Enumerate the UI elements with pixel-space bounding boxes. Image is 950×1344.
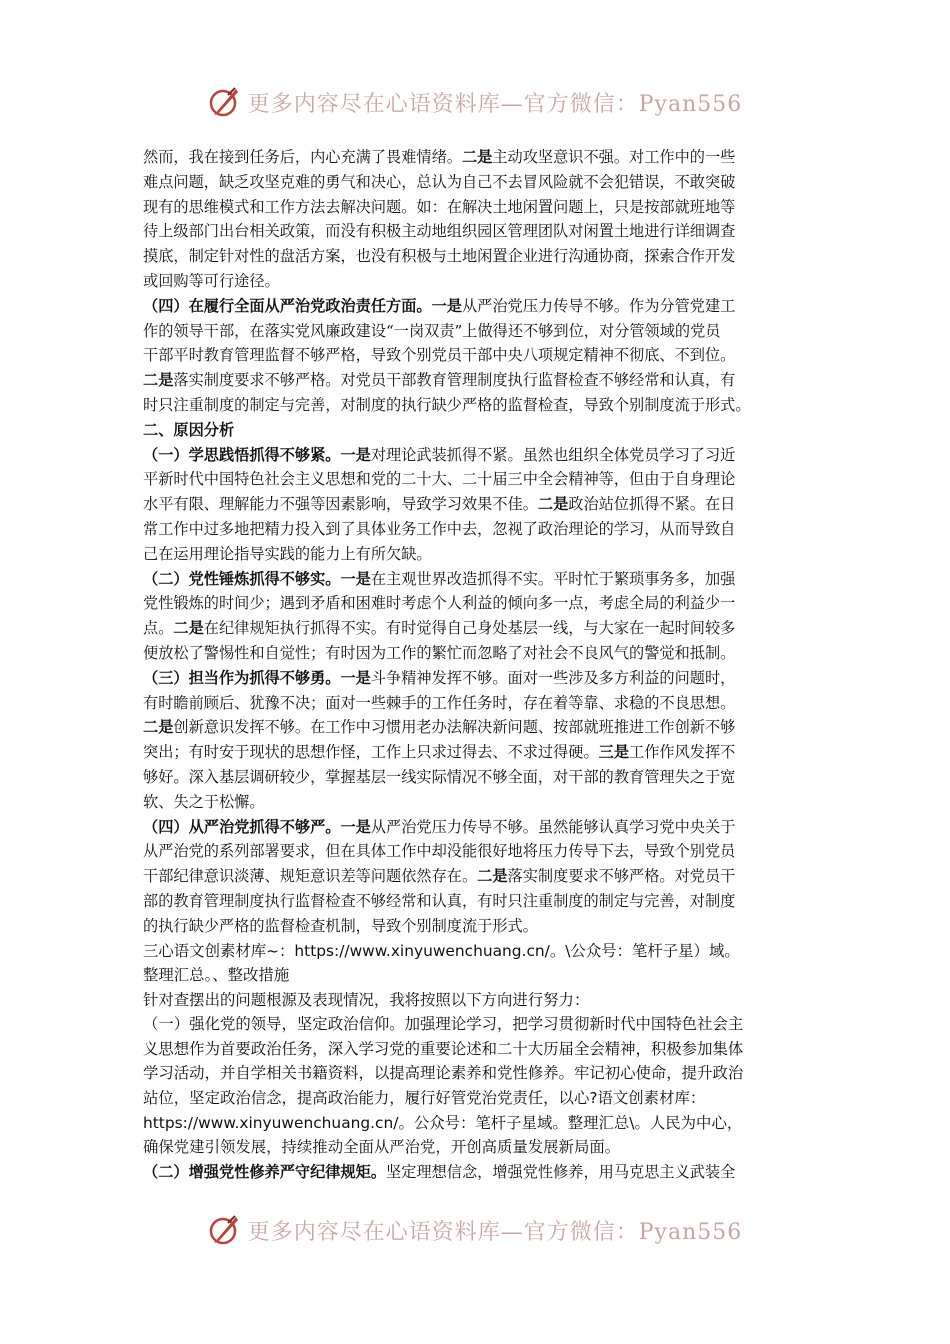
text-line <box>143 790 811 815</box>
bold-text: 二是 <box>477 867 508 886</box>
text-span: 干部纪律意识淡薄、规矩意识差等问题依然存在。 <box>143 867 478 886</box>
text-line <box>143 418 811 443</box>
text-span: 主动攻坚意识不强。对工作中的一些 <box>492 148 736 166</box>
text-span: 突出；有时安于现状的思想作怪，工作上只求过得去、不求过得硬。 <box>143 743 599 762</box>
text-span: 学习活动，并自学相关书籍资料，以提高理论素养和党性修养。牢记初心使命，提升政治 <box>143 1064 744 1083</box>
text-line <box>143 517 811 542</box>
watermark-text: 更多内容尽在心语资料库—官方微信：Pyan556 <box>247 1219 743 1245</box>
text-line <box>143 864 811 889</box>
text-line <box>143 765 811 790</box>
bold-text: （四）在履行全面从严治党政治责任方面。一是 <box>143 296 462 315</box>
text-span: 从严治党的系列部署要求，但在具体工作中却没能很好地将压力传导下去，导致个别党员 <box>143 842 736 861</box>
text-span: 点。 <box>143 619 174 638</box>
text-span: 难点问题，缺乏攻坚克难的勇气和决心，总认为自己不去冒风险就不会犯错误，不敢突破 <box>143 172 736 191</box>
text-span: 够好。深入基层调研较少，掌握基层一线实际情况不够全面，对干部的教育管理失之于宽 <box>143 767 736 786</box>
text-span: 或回购等可行途径。 <box>143 271 280 290</box>
text-span: 工作作风发挥不 <box>629 743 736 762</box>
text-line <box>143 914 811 939</box>
text-line <box>143 889 811 914</box>
watermark-text: 更多内容尽在心语资料库—官方微信：Pyan556 <box>247 91 743 117</box>
text-span: 的执行缺少严格的监督检查机制，导致个别制度流于形式。 <box>143 916 538 935</box>
text-span: 斗争精神发挥不够。面对一些涉及多方利益的问题时， <box>370 668 736 687</box>
text-span: 现有的思维模式和工作方法去解决问题。如：在解决土地闲置问题上，只是按部就班地等 <box>143 197 736 216</box>
text-span: 整理汇总。、整改措施 <box>143 966 290 985</box>
text-span: 站位，坚定政治信念，提高政治能力，履行好管党治党责任，以心?语文创素材库： <box>143 1089 706 1108</box>
bold-text: （二）党性锤炼抓得不够实。一是 <box>143 569 371 588</box>
text-span: https://www.xinyuwenchuang.cn/。公众号：笔杆子星域。整理汇总\。人民为中心， <box>143 1113 743 1132</box>
text-line <box>143 591 811 616</box>
text-span: 干部平时教育管理监督不够严格，导致个别党员干部中央八项规定精神不彻底、不到位。 <box>143 346 736 365</box>
text-span: 平新时代中国特色社会主义思想和党的二十大、二十届三中全会精神等，但由于自身理论 <box>143 470 736 489</box>
text-span: 落实制度要求不够严格。对党员干部教育管理制度执行监督检查不够经常和认真，有 <box>173 371 736 390</box>
text-span: 水平有限、理解能力不强等因素影响，导致学习效果不佳。 <box>143 495 538 514</box>
text-span: 针对查摆出的问题根源及表现情况，我将按照以下方向进行努力： <box>143 990 590 1009</box>
text-line <box>143 691 811 716</box>
text-line <box>143 1135 811 1160</box>
text-span: 确保党建引领发展，持续推动全面从严治党，开创高质量发展新局面。 <box>143 1138 621 1157</box>
text-line <box>143 815 811 840</box>
text-span: 部的教育管理制度执行监督检查不够经常和认真，有时只注重制度的制定与完善，对制度 <box>143 891 736 910</box>
bold-text: 二是 <box>143 718 174 737</box>
text-line <box>143 393 811 418</box>
watermark-banner-bottom <box>0 1210 950 1250</box>
text-line <box>143 963 811 988</box>
text-span: 从严治党压力传导不够。虽然能够认真学习党中央关于 <box>370 817 736 836</box>
text-span: 摸底，制定针对性的盘活方案，也没有积极与土地闲置企业进行沟通协商，探索合作开发 <box>143 247 736 266</box>
text-line <box>143 443 811 468</box>
text-span: 软、失之于松懈。 <box>143 792 265 811</box>
text-line <box>143 269 811 294</box>
text-line <box>143 839 811 864</box>
text-line <box>143 616 811 641</box>
text-line <box>143 939 811 964</box>
text-line <box>143 1086 811 1111</box>
text-line <box>143 145 811 170</box>
text-span: 有时瞻前顾后、犹豫不决；面对一些棘手的工作任务时，存在着等靠、求稳的不良思想。 <box>143 693 736 712</box>
text-span: （一）强化党的领导，坚定政治信仰。加强理论学习，把学习贯彻新时代中国特色社会主 <box>143 1015 744 1034</box>
text-line <box>143 1012 811 1037</box>
quill-pen-logo-icon <box>208 1213 242 1247</box>
text-span: 从严治党压力传导不够。作为分管党建工 <box>461 296 736 315</box>
text-line <box>143 567 811 592</box>
text-line <box>143 219 811 244</box>
text-line <box>143 492 811 517</box>
text-line <box>143 1061 811 1086</box>
bold-text: （二）增强党性修养严守纪律规矩。 <box>143 1162 386 1181</box>
text-line <box>143 170 811 195</box>
text-span: 对理论武装抓得不紧。虽然也组织全体党员学习了习近 <box>370 445 736 464</box>
text-span: 时只注重制度的制定与完善，对制度的执行缺少严格的监督检查，导致个别制度流于形式。 <box>143 395 751 414</box>
text-line <box>143 319 811 344</box>
text-span: 常工作中过多地把精力投入到了具体业务工作中去，忽视了政治理论的学习，从而导致自 <box>143 519 736 538</box>
text-line <box>143 195 811 220</box>
text-span: 坚定理想信念，增强党性修养，用马克思主义武装全 <box>386 1162 736 1181</box>
text-span: 三心语文创素材库~：https://www.xinyuwenchuang.cn/。\公众号：笔杆子星）域。 <box>143 941 740 960</box>
text-line <box>143 1037 811 1062</box>
text-line <box>143 343 811 368</box>
bold-text: 二是 <box>461 148 493 166</box>
bold-text: 二是 <box>143 371 174 390</box>
text-span: 落实制度要求不够严格。对党员干 <box>507 867 736 886</box>
text-line <box>143 988 811 1013</box>
text-line <box>143 666 811 691</box>
bold-text: 二是 <box>537 495 569 514</box>
bold-text: 二、原因分析 <box>143 420 235 439</box>
text-line <box>143 542 811 567</box>
text-line <box>143 740 811 765</box>
text-span: 待上级部门出台相关政策，而没有积极主动地组织园区管理团队对闲置土地进行详细调查 <box>143 222 736 241</box>
bold-text: （三）担当作为抓得不够勇。一是 <box>143 668 371 687</box>
bold-text: 二是 <box>173 619 204 638</box>
text-span: 创新意识发挥不够。在工作中习惯用老办法解决新问题、按部就班推进工作创新不够 <box>173 718 736 737</box>
text-line <box>143 1160 811 1185</box>
text-span: 作的领导干部，在落实党风廉政建设“一岗双责”上做得还不够到位，对分管领域的党员 <box>143 321 721 340</box>
text-span: 便放松了警惕性和自觉性；有时因为工作的繁忙而忽略了对社会不良风气的警觉和抵制。 <box>143 643 736 662</box>
bold-text: 三是 <box>598 743 629 762</box>
text-line <box>143 715 811 740</box>
text-span: 义思想作为首要政治任务，深入学习党的重要论述和二十大历届全会精神，积极参加集体 <box>143 1039 744 1058</box>
text-line <box>143 244 811 269</box>
text-line <box>143 467 811 492</box>
text-line <box>143 641 811 666</box>
bold-text: （四）从严治党抓得不够严。一是 <box>143 817 371 836</box>
text-span: 在主观世界改造抓得不实。平时忙于繁琐事务多，加强 <box>370 569 736 588</box>
text-line <box>143 294 811 319</box>
text-line <box>143 1111 811 1136</box>
bold-text: （一）学思践悟抓得不够紧。一是 <box>143 445 371 464</box>
text-span: 然而，我在接到任务后，内心充满了畏难情绪。 <box>143 148 462 166</box>
text-span: 政治站位抓得不紧。在日 <box>568 495 736 514</box>
text-line <box>143 368 811 393</box>
text-span: 己在运用理论指导实践的能力上有所欠缺。 <box>143 544 432 563</box>
quill-pen-logo-icon <box>208 85 242 119</box>
document-body <box>143 145 811 1185</box>
text-span: 党性锻炼的时间少；遇到矛盾和困难时考虑个人利益的倾向多一点，考虑全局的利益少一 <box>143 594 736 613</box>
watermark-banner-top <box>0 82 950 122</box>
text-span: 在纪律规矩执行抓得不实。有时觉得自己身处基层一线，与大家在一起时间较多 <box>203 619 736 638</box>
